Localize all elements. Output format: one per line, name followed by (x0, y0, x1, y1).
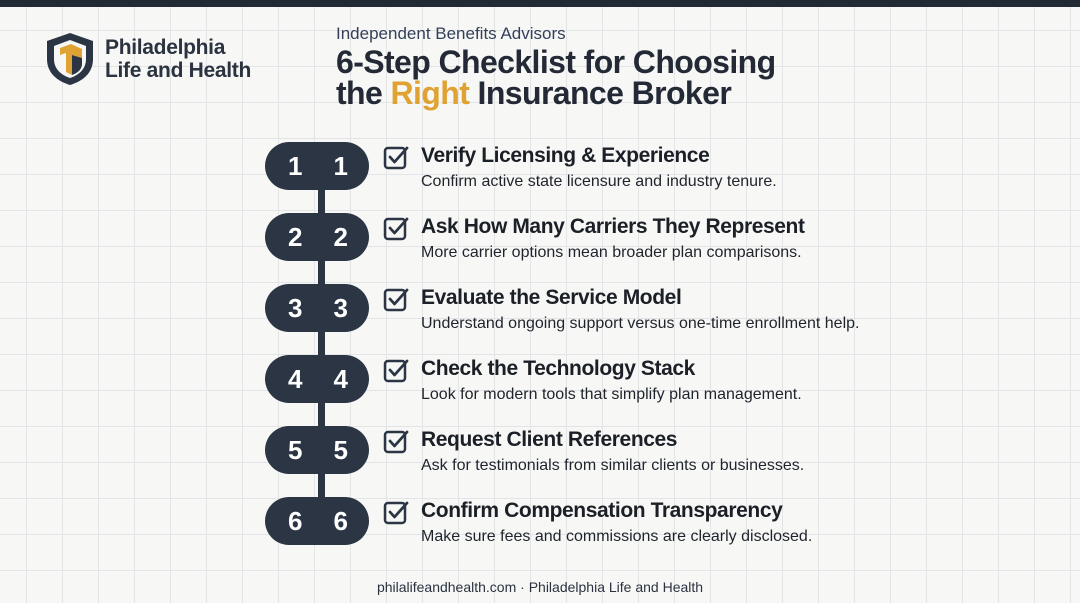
step-number-badge (265, 355, 369, 403)
step-number-badge (265, 497, 369, 545)
step-number-badge (265, 213, 369, 261)
title-line1: 6-Step Checklist for Choosing (336, 44, 776, 80)
step-number-right: 2 (333, 222, 348, 252)
step-number-left: 6 (288, 506, 303, 536)
title-accent-word: Right (390, 75, 470, 111)
step-number-badge (265, 142, 369, 190)
brand-name-line1: Philadelphia (105, 36, 226, 59)
step-title: Request Client References (421, 428, 678, 451)
step-number-left: 4 (288, 364, 303, 394)
top-bar (0, 0, 1080, 7)
step-description: Look for modern tools that simplify plan management. (421, 386, 802, 403)
checkbox-icon (383, 144, 409, 170)
step-number-right: 1 (333, 151, 348, 181)
page-header (336, 24, 776, 109)
brand-name (105, 36, 251, 82)
step-number-left: 5 (288, 435, 303, 465)
shield-icon (44, 31, 96, 87)
step-description: Confirm active state licensure and industry tenure. (421, 173, 777, 190)
step-number-badge (265, 426, 369, 474)
step-description: Ask for testimonials from similar clients or businesses. (421, 457, 805, 474)
step-number-left: 1 (288, 151, 303, 181)
step-number-left: 2 (288, 222, 303, 252)
step-description: More carrier options mean broader plan comparisons. (421, 244, 802, 261)
title-line2-pre: the (336, 75, 391, 111)
checkbox-icon (383, 499, 409, 525)
footer-text: philalifeandhealth.com · Philadelphia Life and Health (376, 579, 704, 595)
step-description: Understand ongoing support versus one-time enrollment help. (421, 315, 860, 332)
title-line2 (336, 75, 776, 111)
page-title (336, 44, 776, 111)
checkbox-icon (383, 215, 409, 241)
step-number-right: 5 (333, 435, 348, 465)
page-subtitle: Independent Benefits Advisors (336, 24, 566, 43)
step-number-right: 3 (333, 293, 348, 323)
step-title: Confirm Compensation Transparency (421, 499, 783, 522)
step-number-badge (265, 284, 369, 332)
title-line2-post: Insurance Broker (469, 75, 732, 111)
step-title: Evaluate the Service Model (421, 286, 682, 309)
step-description: Make sure fees and commissions are clearly disclosed. (421, 528, 813, 545)
step-number-right: 6 (333, 506, 348, 536)
checkbox-icon (383, 357, 409, 383)
brand-logo (44, 31, 251, 87)
brand-name-line2: Life and Health (105, 59, 252, 82)
checkbox-icon (383, 286, 409, 312)
step-number-left: 3 (288, 293, 303, 323)
checkbox-icon (383, 428, 409, 454)
step-title: Ask How Many Carriers They Represent (421, 215, 805, 238)
step-number-right: 4 (333, 364, 348, 394)
step-title: Verify Licensing & Experience (421, 144, 710, 167)
step-title: Check the Technology Stack (421, 357, 695, 380)
